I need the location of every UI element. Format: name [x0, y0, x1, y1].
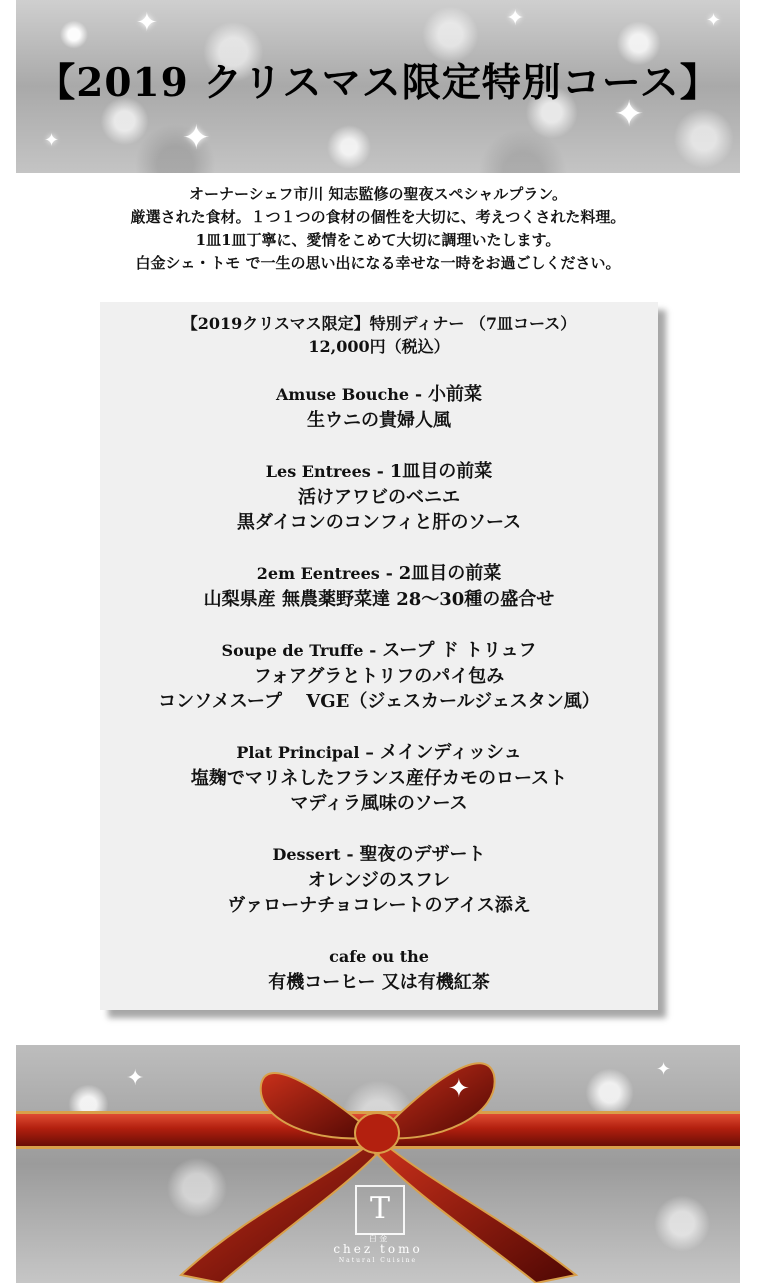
- course-name-jp: メインディッシュ: [379, 742, 522, 763]
- course-title: [100, 382, 658, 408]
- intro-line: 1皿1皿丁寧に、愛情をこめて大切に調理いたします。: [195, 231, 561, 249]
- dish: 山梨県産 無農薬野菜達 28～30種の盛合せ: [203, 589, 555, 610]
- footer-ribbon-banner: [16, 1045, 740, 1283]
- sparkle-icon: ✦: [182, 118, 211, 158]
- dish: 黒ダイコンのコンフィと肝のソース: [236, 512, 522, 533]
- course-separator: -: [370, 462, 390, 482]
- course-cafe-ou-the: [100, 944, 658, 995]
- course-name-jp: 1皿目の前菜: [389, 461, 493, 482]
- menu-card: [100, 302, 658, 1010]
- course-title: [100, 842, 658, 868]
- course-separator: -: [340, 845, 360, 865]
- course-name-en: Soupe de Truffe: [221, 641, 364, 660]
- svg-text:✦: ✦: [126, 1066, 145, 1091]
- header-banner: [16, 0, 740, 173]
- menu-title: 【2019クリスマス限定】特別ディナー （7皿コース）: [181, 314, 577, 333]
- dish: マディラ風味のソース: [290, 793, 468, 814]
- sparkle-icon: ✦: [614, 94, 645, 135]
- logo-tagline: Natural Cuisine: [338, 1257, 418, 1264]
- logo-name: chez tomo: [333, 1242, 423, 1256]
- dish: 活けアワビのベニエ: [298, 487, 460, 508]
- course-title: [100, 944, 658, 970]
- menu-price: 12,000円（税込）: [308, 337, 450, 356]
- svg-text:✦: ✦: [656, 1059, 672, 1080]
- page-title: 【2019 クリスマス限定特別コース】: [36, 60, 720, 106]
- sparkle-icon: ✦: [44, 130, 60, 151]
- course-name-jp: 小前菜: [428, 384, 483, 405]
- chez-tomo-logo: T: [355, 1185, 405, 1235]
- course-amuse-bouche: [100, 382, 658, 433]
- dish: ヴァローナチョコレートのアイス添え: [227, 895, 531, 916]
- course-name-jp: 2皿目の前菜: [398, 563, 502, 584]
- course-separator: -: [379, 564, 399, 584]
- intro-text: [16, 183, 740, 275]
- intro-line: 白金シェ・トモ で一生の思い出になる幸せな一時をお過ごしください。: [135, 254, 621, 272]
- course-separator: -: [363, 641, 383, 661]
- sparkle-icon: ✦: [706, 10, 722, 31]
- dish: 有機コーヒー 又は有機紅茶: [268, 972, 490, 993]
- course-name-jp: 聖夜のデザート: [359, 844, 486, 865]
- course-separator: –: [359, 743, 380, 763]
- course-soupe-de-truffe: [100, 638, 658, 714]
- course-name-jp: スープ ド トリュフ: [382, 640, 537, 661]
- sparkle-icon: ✦: [506, 6, 525, 31]
- course-plat-principal: [100, 740, 658, 816]
- dish: 生ウニの貴婦人風: [307, 410, 451, 431]
- intro-line: オーナーシェフ市川 知志監修の聖夜スペシャルプラン。: [188, 185, 568, 203]
- svg-text:✦: ✦: [448, 1074, 470, 1104]
- dish: 塩麹でマリネしたフランス産仔カモのロースト: [190, 768, 568, 789]
- course-title: [100, 561, 658, 587]
- course-name-en: cafe ou the: [329, 947, 429, 966]
- course-separator: -: [409, 385, 429, 405]
- dish: フォアグラとトリフのパイ包み: [253, 666, 505, 687]
- course-les-entrees: [100, 459, 658, 535]
- course-name-en: 2em Eentrees: [256, 564, 380, 583]
- dish: オレンジのスフレ: [307, 870, 451, 891]
- intro-line: 厳選された食材。１つ１つの食材の個性を大切に、考えつくされた料理。: [130, 208, 626, 226]
- course-name-en: Les Entrees: [265, 462, 371, 481]
- logo-kanji: 白 金: [368, 1234, 388, 1243]
- course-name-en: Plat Principal: [236, 743, 360, 762]
- course-name-en: Dessert: [272, 845, 341, 864]
- course-title: [100, 459, 658, 485]
- menu-header: [100, 312, 658, 358]
- dish: コンソメスープ VGE（ジェスカールジェスタン風）: [158, 691, 600, 712]
- course-2em-entrees: [100, 561, 658, 612]
- course-name-en: Amuse Bouche: [275, 385, 410, 404]
- course-title: [100, 638, 658, 664]
- course-title: [100, 740, 658, 766]
- course-dessert: [100, 842, 658, 918]
- sparkle-icon: ✦: [136, 8, 158, 38]
